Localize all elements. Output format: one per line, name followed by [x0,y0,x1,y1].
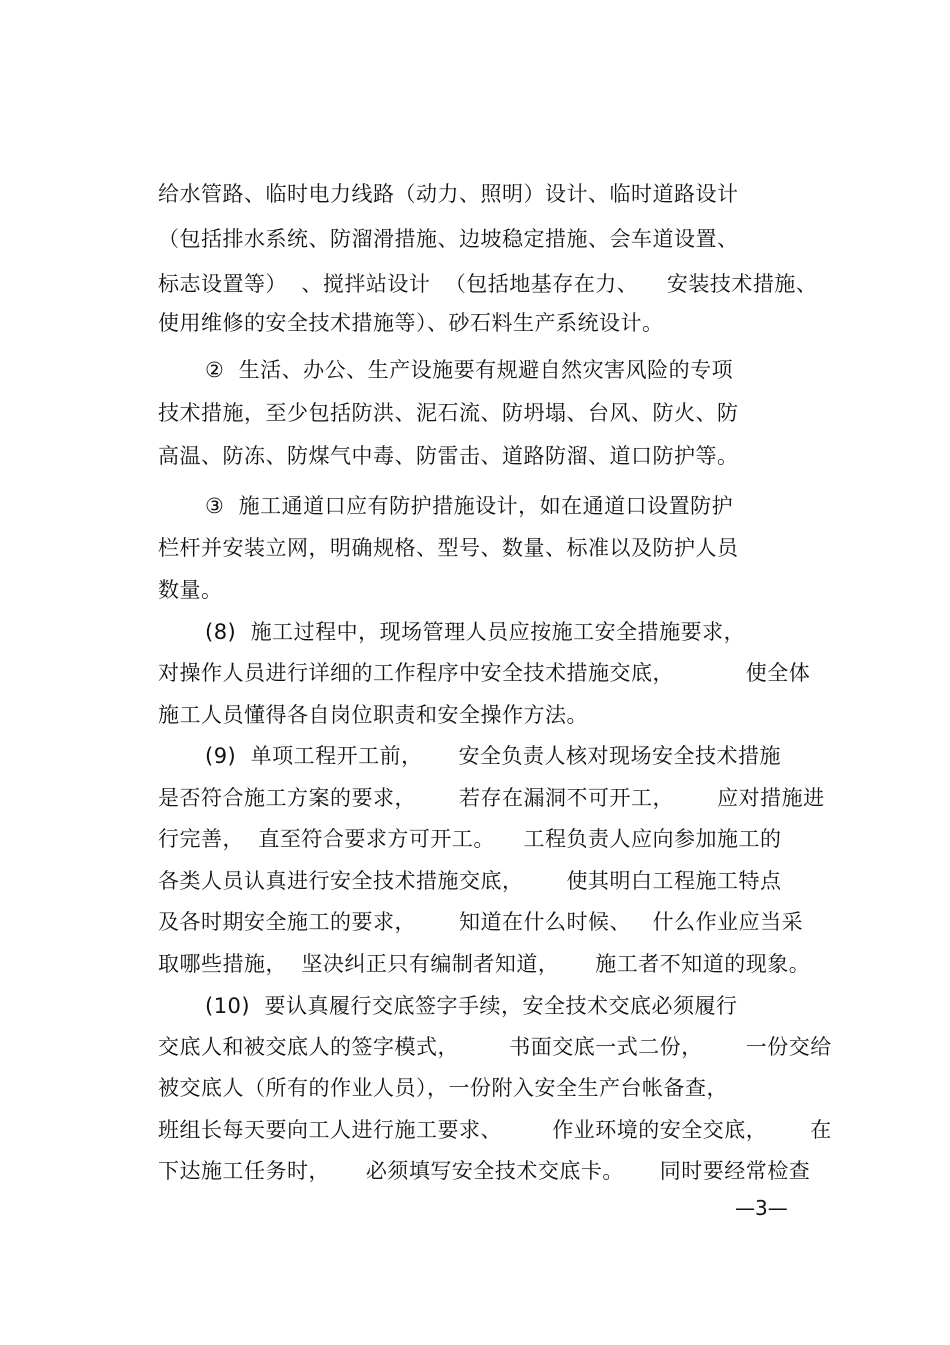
text-line: 施工人员懂得各自岗位职责和安全操作方法。 [158,703,588,727]
text-line: 交底人和被交底人的签字模式， 书面交底一式二份， 一份交给 [158,1035,832,1059]
text-line: 技术措施，至少包括防洪、泥石流、防坍塌、台风、防火、防 [158,401,739,425]
text-line: 各类人员认真进行安全技术措施交底， 使其明白工程施工特点 [158,869,782,893]
text-line: (8) 施工过程中，现场管理人员应按施工安全措施要求， [205,620,746,644]
text-line: 行完善， 直至符合要求方可开工。 工程负责人应向参加施工的 [158,827,782,851]
text-line: 被交底人（所有的作业人员），一份附入安全生产台帐备查， [158,1076,728,1100]
text-line: (9) 单项工程开工前， 安全负责人核对现场安全技术措施 [205,744,781,768]
text-line: 取哪些措施， 坚决纠正只有编制者知道， 施工者不知道的现象。 [158,952,811,976]
text-line: 使用维修的安全技术措施等）、砂石料生产系统设计。 [158,311,664,335]
page-number: —3— [735,1196,788,1220]
text-line: 栏杆并安装立网，明确规格、型号、数量、标准以及防护人员 [158,536,739,560]
text-line: 下达施工任务时， 必须填写安全技术交底卡。 同时要经常检查 [158,1159,811,1183]
text-line: (10) 要认真履行交底签字手续，安全技术交底必须履行 [205,994,738,1018]
text-line: ② 生活、办公、生产设施要有规避自然灾害风险的专项 [205,358,734,382]
text-line: 班组长每天要向工人进行施工要求、 作业环境的安全交底， 在 [158,1118,832,1142]
text-line: 高温、防冻、防煤气中毒、防雷击、道路防溜、道口防护等。 [158,444,739,468]
text-line: 及各时期安全施工的要求， 知道在什么时候、 什么作业应当采 [158,910,804,934]
text-line: 给水管路、临时电力线路（动力、照明）设计、临时道路设计 [158,182,739,206]
text-line: （包括排水系统、防溜滑措施、边坡稳定措施、会车道设置、 [158,227,739,251]
text-line: 标志设置等） 、搅拌站设计 （包括地基存在力、 安装技术措施、 [158,272,818,296]
text-line: 是否符合施工方案的要求， 若存在漏洞不可开工， 应对措施进 [158,786,825,810]
text-line: ③ 施工通道口应有防护措施设计，如在通道口设置防护 [205,494,734,518]
text-line: 数量。 [158,578,223,602]
text-line: 对操作人员进行详细的工作程序中安全技术措施交底， 使全体 [158,661,811,685]
